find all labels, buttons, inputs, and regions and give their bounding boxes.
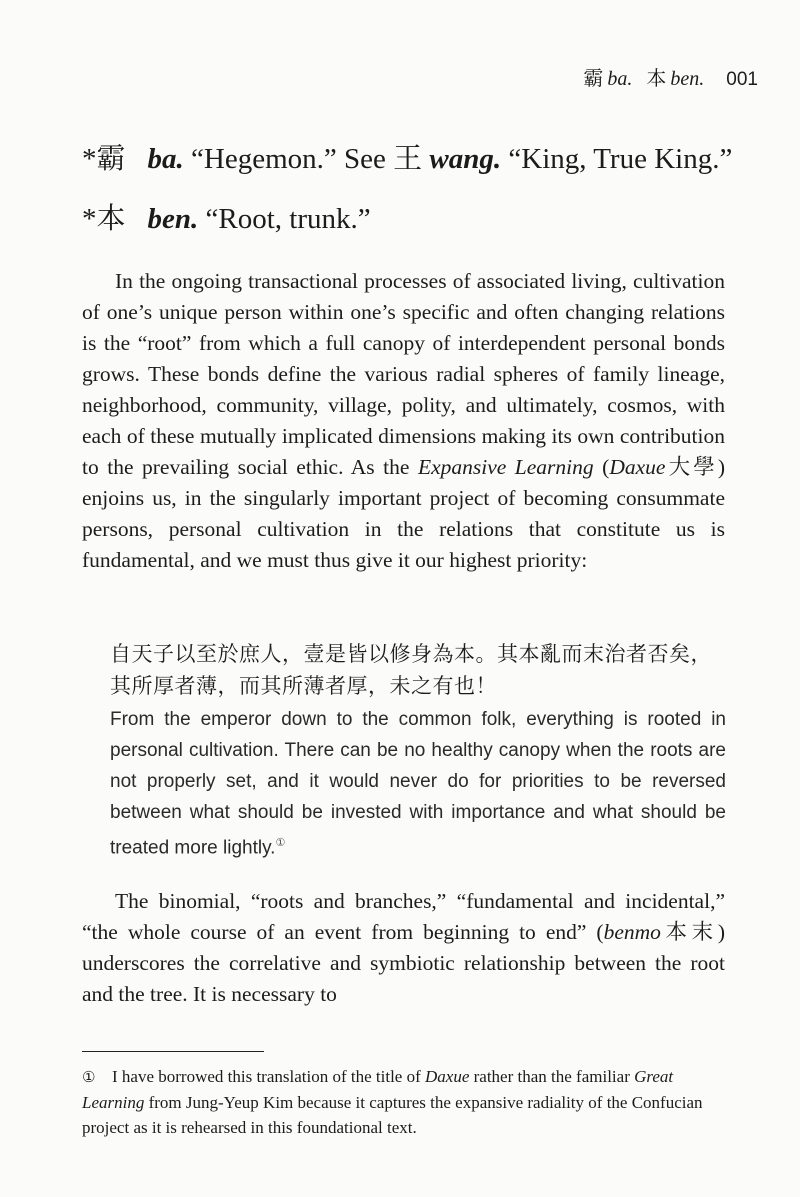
running-head-rom1: ba.	[607, 68, 633, 90]
entry-pinyin: ben.	[147, 203, 199, 235]
para1-text-a: In the ongoing transactional processes of associated living, cultivation of one’s unique person within one’s specific and often changing relations is the “root” from which a full canopy of interdependent personal bonds grows. These bonds define the various radial spheres of family lineage, neighborhood, community, village, polity, and ultimately, cosmos, with each of these mutually implicated dimensions making its own contribution to the prevailing social ethic. As the	[82, 269, 725, 479]
entry-character	[82, 203, 126, 235]
xref-character: 王	[393, 143, 423, 175]
entry-heading-ba	[82, 136, 732, 177]
footnote	[82, 1064, 726, 1140]
footnote-reference[interactable]: ①	[275, 837, 286, 849]
entry-pinyin: ba.	[147, 143, 184, 175]
entry-hanzi: 本	[96, 203, 126, 235]
para1-paren: (	[593, 455, 610, 479]
running-head-char1: 霸	[583, 68, 604, 90]
running-head	[583, 62, 758, 91]
footnote-divider	[82, 1051, 264, 1052]
footnote-text-a: I have borrowed this translation of the title of	[112, 1067, 425, 1086]
footnote-italic-daxue: Daxue	[425, 1067, 470, 1086]
running-head-char2: 本	[646, 68, 667, 90]
xref-pinyin: wang.	[429, 143, 502, 175]
book-title-chinese: 大學	[665, 455, 718, 479]
entry-character	[82, 143, 126, 175]
entry-gloss: “Root, trunk.”	[205, 203, 371, 235]
book-title-pinyin: Daxue	[609, 455, 666, 479]
entry-hanzi: 霸	[96, 143, 126, 175]
running-head-rom2: ben.	[670, 68, 705, 90]
para2-text-b: ) underscores the correlative and symbiotic relationship between the root and the tree. It is necessary to	[82, 920, 725, 1006]
entry-asterisk: *	[82, 143, 97, 175]
quote-chinese-line2: 其所厚者薄，而其所薄者厚，未之有也！	[110, 674, 497, 698]
footnote-text-b: rather than the familiar	[469, 1067, 635, 1086]
term-chinese: 本末	[660, 920, 718, 944]
book-title: Expansive Learning	[417, 455, 594, 479]
quote-chinese-line1: 自天子以至於庶人，壹是皆以修身為本。其本亂而末治者否矣，	[110, 642, 712, 666]
footnote-italic-great-learning: Great Learning	[82, 1067, 674, 1112]
para2-text-a: The binomial, “roots and branches,” “fundamental and incidental,” “the whole course of an event from beginning to end” (	[82, 889, 725, 944]
body-paragraph-1	[82, 266, 725, 576]
term-pinyin: benmo	[603, 920, 661, 944]
para1-text-b: ) enjoins us, in the singularly important project of becoming consummate persons, personal cultivation in the relations that constitute us is fundamental, and we must thus give it our highest priority:	[82, 455, 725, 572]
entry-gloss: “Hegemon.” See	[191, 143, 394, 175]
entry-asterisk: *	[82, 203, 97, 235]
footnote-marker: ①	[82, 1068, 96, 1086]
quote-english-text: From the emperor down to the common folk, everything is rooted in personal cultivation. There can be no healthy canopy when the roots are not properly set, and it would never do for priorities to be reversed between what should be invested with importance and what should be treated more lightly.	[110, 709, 726, 859]
xref-gloss: “King, True King.”	[508, 143, 733, 175]
quote-english	[110, 704, 726, 863]
quote-chinese	[110, 638, 740, 702]
page-number: 001	[726, 69, 758, 90]
footnote-text-c: from Jung-Yeup Kim because it captures the expansive radiality of the Confucian project as it is rehearsed in this foundational text.	[82, 1093, 703, 1137]
entry-heading-ben	[82, 196, 371, 237]
body-paragraph-2	[82, 886, 725, 1010]
